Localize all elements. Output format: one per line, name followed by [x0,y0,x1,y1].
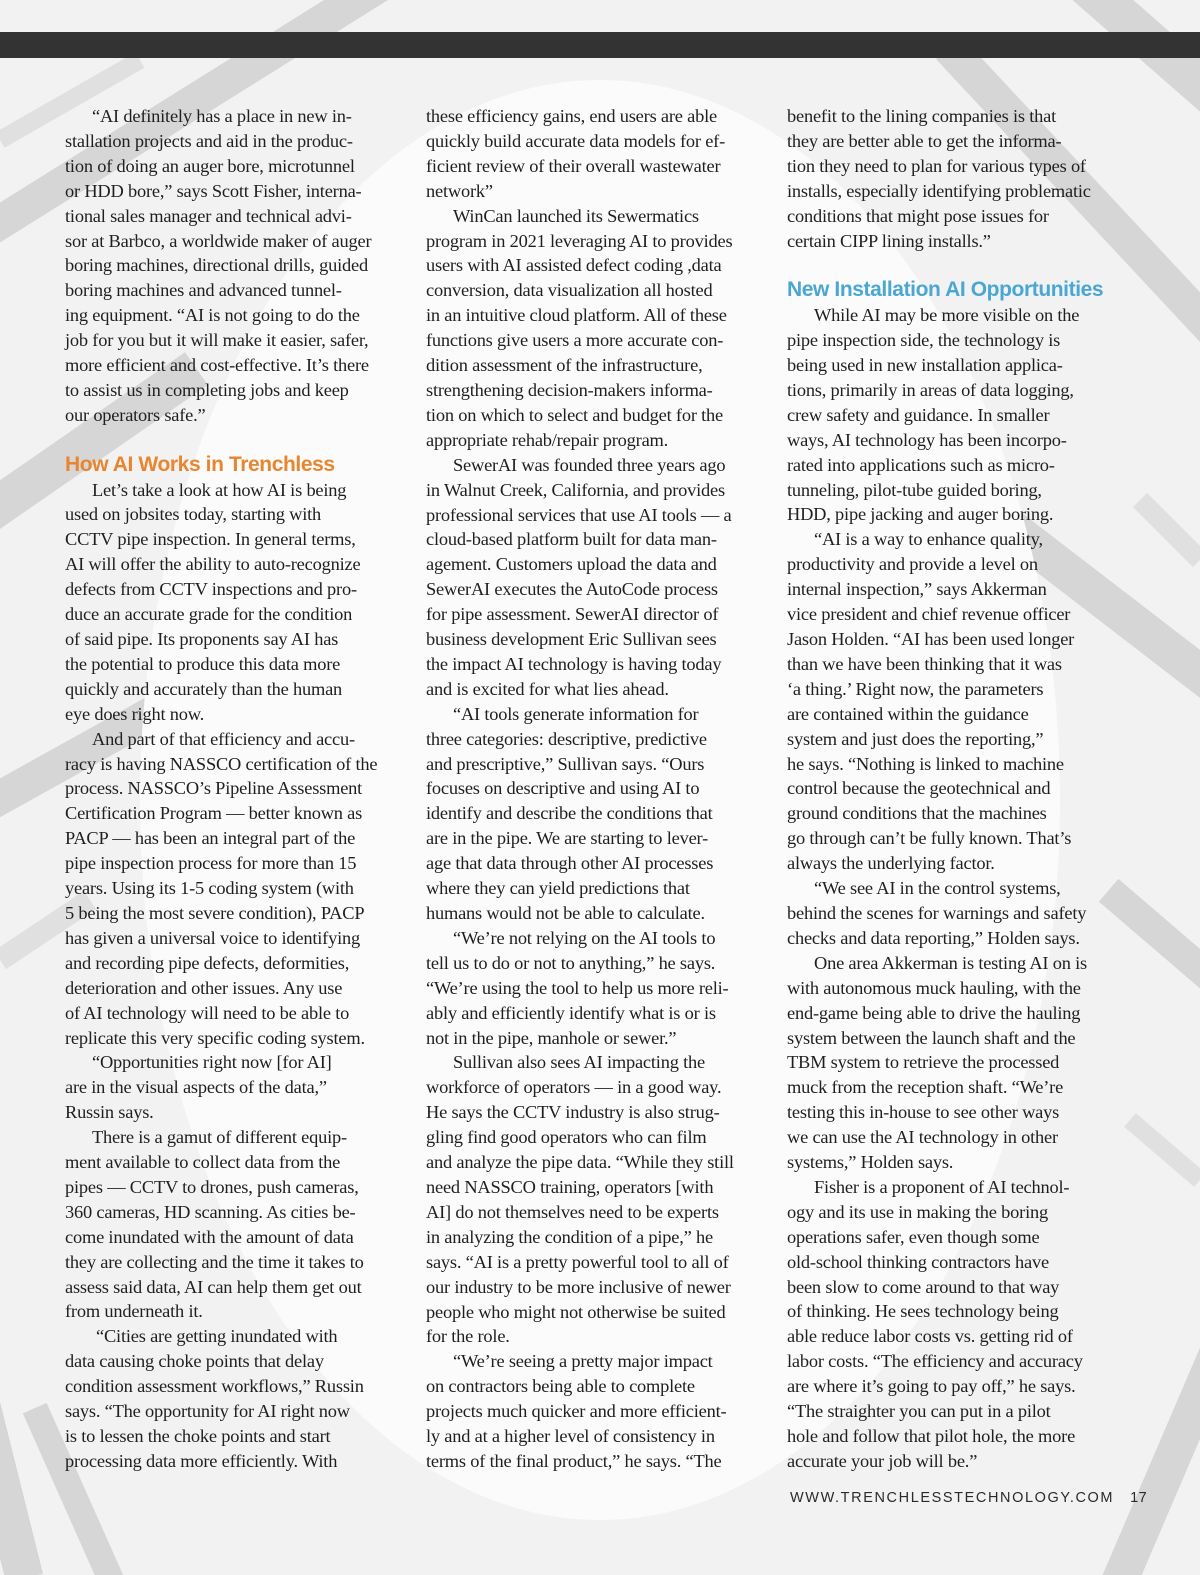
article-column-1 [65,104,405,1474]
text-line: able reduce labor costs vs. getting rid of [787,1326,1073,1347]
text-line: than we have been thinking that it was [787,653,1062,674]
text-line: testing this in-house to see other ways [787,1102,1060,1123]
text-line: internal inspection,” says Akkerman [787,579,1047,600]
text-line: on contractors being able to complete [426,1376,695,1397]
text-line: ‘a thing.’ Right now, the parameters [787,678,1044,699]
text-line: accurate your job will be.” [787,1450,978,1471]
text-line: rated into applications such as micro- [787,454,1055,475]
text-line: Sullivan also sees AI impacting the [453,1052,705,1073]
text-line: He says the CCTV industry is also strug- [426,1102,720,1123]
text-line: benefit to the lining companies is that [787,106,1057,126]
text-line: tional sales manager and technical advi- [65,205,352,226]
text-line: the impact AI technology is having today [426,653,722,674]
text-line: says. “AI is a pretty powerful tool to all of [426,1251,729,1272]
text-line: in analyzing the condition of a pipe,” he [426,1226,713,1247]
text-line: 5 being the most severe condition), PACP [65,902,365,923]
text-line: hole and follow that pilot hole, the more [787,1426,1076,1447]
text-line: Fisher is a proponent of AI technol- [814,1176,1070,1197]
section-heading-how-ai: How AI Works in Trenchless [65,452,335,476]
text-line: While AI may be more visible on the [814,305,1080,326]
text-line: people who might not otherwise be suited [426,1301,726,1322]
text-line: “We’re not relying on the AI tools to [453,927,716,948]
text-line: pipes — CCTV to drones, push cameras, [65,1176,359,1197]
text-line: boring machines and advanced tunnel- [65,280,342,301]
text-line: crew safety and guidance. In smaller [787,404,1050,425]
page-number: 17 [1130,1490,1148,1506]
text-line: “We see AI in the control systems, [814,878,1061,899]
text-line: SewerAI was founded three years ago [453,454,726,475]
text-line: muck from the reception shaft. “We’re [787,1077,1064,1098]
text-line: focuses on descriptive and using AI to [426,778,700,799]
text-line: gling find good operators who can film [426,1127,707,1148]
text-line: conversion, data visualization all hosted [426,280,713,301]
text-line: installs, especially identifying problematic [787,180,1091,201]
text-line: SewerAI executes the AutoCode process [426,579,718,600]
text-line: tell us to do or not to anything,” he says. [426,952,716,973]
text-line: ways, AI technology has been incorpo- [787,429,1067,450]
text-line: always the underlying factor. [787,853,995,874]
text-line: strengthening decision-makers informa- [426,379,713,400]
text-line: pipe inspection side, the technology is [787,330,1061,351]
text-line: “AI definitely has a place in new in- [92,106,352,126]
text-line: and prescriptive,” Sullivan says. “Ours [426,753,705,774]
text-line: tion on which to select and budget for the [426,404,724,425]
text-line: racy is having NASSCO certification of the [65,753,378,774]
text-line: Certification Program — better known as [65,803,363,824]
text-line: ground conditions that the machines [787,803,1047,824]
text-line: been slow to come around to that way [787,1276,1060,1297]
text-line: are where it’s going to pay off,” he says. [787,1376,1076,1397]
section-heading-new-installation: New Installation AI Opportunities [787,278,1104,302]
text-line: has given a universal voice to identifying [65,927,360,948]
text-line: condition assessment workflows,” Russin [65,1376,364,1397]
text-line: three categories: descriptive, predictive [426,728,707,749]
text-line: tunneling, pilot-tube guided boring, [787,479,1042,500]
text-line: ment available to collect data from the [65,1152,341,1173]
text-line: tion they need to plan for various types of [787,155,1086,176]
text-line: tion of doing an auger bore, microtunnel [65,155,355,176]
text-line: ficient review of their overall wastewater [426,155,721,176]
text-line: not in the pipe, manhole or sewer.” [426,1027,677,1048]
text-line: are in the visual aspects of the data,” [65,1077,327,1098]
text-line: for the role. [426,1326,510,1347]
text-line: pipe inspection process for more than 15 [65,853,357,874]
text-line: AI will offer the ability to auto-recognize [65,554,361,575]
text-line: cloud-based platform built for data man- [426,529,717,550]
text-line: AI] do not themselves need to be experts [426,1201,719,1222]
text-line: WinCan launched its Sewermatics [453,205,699,226]
text-line: in an intuitive cloud platform. All of these [426,305,727,326]
page-footer [790,1490,1147,1506]
text-line: deterioration and other issues. Any use [65,977,343,998]
text-line: need NASSCO training, operators [with [426,1176,714,1197]
text-line: ogy and its use in making the boring [787,1201,1048,1222]
text-line: One area Akkerman is testing AI on is [814,952,1087,973]
text-line: labor costs. “The efficiency and accuracy [787,1351,1083,1372]
text-line: old-school thinking contractors have [787,1251,1049,1272]
text-line: our operators safe.” [65,404,206,425]
text-line: job for you but it will make it easier, safer, [65,330,369,351]
text-line: quickly and accurately than the human [65,678,343,699]
text-line: “We’re seeing a pretty major impact [453,1351,713,1372]
text-line: quickly build accurate data models for ef- [426,130,726,151]
text-line: replicate this very specific coding system. [65,1027,365,1048]
text-line: Jason Holden. “AI has been used longer [787,629,1075,650]
text-line: duce an accurate grade for the condition [65,604,353,625]
text-line: ably and efficiently identify what is or is [426,1002,716,1023]
text-line: he says. “Nothing is linked to machine [787,753,1064,774]
text-line: with autonomous muck hauling, with the [787,977,1081,998]
text-line: “AI is a way to enhance quality, [814,529,1043,550]
text-line: dition assessment of the infrastructure, [426,355,703,376]
text-line: tions, primarily in areas of data logging, [787,379,1074,400]
text-line: eye does right now. [65,703,205,724]
text-line: ing equipment. “AI is not going to do the [65,305,360,326]
text-line: age that data through other AI processes [426,853,714,874]
text-line: appropriate rehab/repair program. [426,429,669,450]
text-line: network” [426,180,493,201]
text-line: TBM system to retrieve the processed [787,1052,1060,1073]
text-line: vice president and chief revenue officer [787,604,1071,625]
text-line: ly and at a higher level of consistency in [426,1426,715,1447]
text-line: where they can yield predictions that [426,878,690,899]
text-line: end-game being able to drive the hauling [787,1002,1081,1023]
text-line: and analyze the pipe data. “While they still [426,1152,734,1173]
text-line: data causing choke points that delay [65,1351,324,1372]
text-line: “We’re using the tool to help us more reli- [426,977,729,998]
text-line: of said pipe. Its proponents say AI has [65,629,339,650]
text-line: agement. Customers upload the data and [426,554,717,575]
text-line: stallation projects and aid in the produc- [65,130,353,151]
text-line: years. Using its 1-5 coding system (with [65,878,354,899]
text-line: “Opportunities right now [for AI] [92,1052,332,1073]
text-line: users with AI assisted defect coding ,data [426,255,722,276]
text-line: assess said data, AI can help them get out [65,1276,362,1297]
text-line: “The straighter you can put in a pilot [787,1401,1051,1422]
text-line: we can use the AI technology in other [787,1127,1058,1148]
text-line: identify and describe the conditions that [426,803,713,824]
text-line: program in 2021 leveraging AI to provides [426,230,733,251]
article-column-2 [426,104,766,1474]
text-line: “Cities are getting inundated with [96,1326,338,1347]
text-line: and recording pipe defects, deformities, [65,952,350,973]
text-line: operations safer, even though some [787,1226,1040,1247]
text-line: professional services that use AI tools — a [426,504,732,525]
text-line: in Walnut Creek, California, and provides [426,479,725,500]
text-line: control because the geotechnical and [787,778,1051,799]
text-line: business development Eric Sullivan sees [426,629,717,650]
text-line: from underneath it. [65,1301,203,1322]
text-line: projects much quicker and more efficient- [426,1401,727,1422]
text-line: is to lessen the choke points and start [65,1426,331,1447]
text-line: CCTV pipe inspection. In general terms, [65,529,356,550]
text-line: 360 cameras, HD scanning. As cities be- [65,1201,356,1222]
text-line: are contained within the guidance [787,703,1029,724]
text-line: humans would not be able to calculate. [426,903,705,923]
text-line: system between the launch shaft and the [787,1027,1076,1048]
text-line: or HDD bore,” says Scott Fisher, interna- [65,180,362,201]
text-line: they are better able to get the informa- [787,130,1062,151]
text-line: PACP — has been an integral part of the [65,828,356,849]
text-line: defects from CCTV inspections and pro- [65,579,357,600]
text-line: go through can’t be fully known. That’s [787,828,1072,849]
text-line: conditions that might pose issues for [787,205,1049,226]
text-line: productivity and provide a level on [787,554,1038,575]
article-column-3 [787,104,1127,1474]
text-line: Russin says. [65,1102,154,1123]
text-line: more efficient and cost-effective. It’s there [65,355,369,376]
text-line: of thinking. He sees technology being [787,1301,1059,1322]
website-url: WWW.TRENCHLESSTECHNOLOGY.COM [790,1490,1115,1506]
text-line: for pipe assessment. SewerAI director of [426,604,719,625]
top-header-bar [0,32,1200,58]
text-line: they are collecting and the time it takes to [65,1251,364,1272]
text-line: certain CIPP lining installs.” [787,230,991,251]
text-line: to assist us in completing jobs and keep [65,379,349,400]
text-line: process. NASSCO’s Pipeline Assessment [65,778,363,799]
text-line: Let’s take a look at how AI is being [92,479,347,500]
text-line: says. “The opportunity for AI right now [65,1401,350,1422]
text-line: sor at Barbco, a worldwide maker of auger [65,230,372,251]
text-line: functions give users a more accurate con- [426,330,724,351]
text-line: used on jobsites today, starting with [65,504,322,525]
text-line: behind the scenes for warnings and safety [787,902,1087,923]
text-line: workforce of operators — in a good way. [426,1077,722,1098]
text-line: HDD, pipe jacking and auger boring. [787,504,1054,525]
text-line: and is excited for what lies ahead. [426,678,669,699]
text-line: checks and data reporting,” Holden says. [787,927,1080,948]
text-line: our industry to be more inclusive of newer [426,1276,731,1297]
text-line: systems,” Holden says. [787,1152,954,1173]
text-line: the potential to produce this data more [65,653,341,674]
text-line: come inundated with the amount of data [65,1226,354,1247]
text-line: And part of that efficiency and accu- [92,728,355,749]
text-line: boring machines, directional drills, guided [65,255,368,276]
text-line: There is a gamut of different equip- [92,1127,347,1148]
text-line: “AI tools generate information for [453,703,699,724]
text-line: these efficiency gains, end users are able [426,106,717,126]
text-line: are in the pipe. We are starting to lever- [426,828,709,849]
text-line: terms of the final product,” he says. “The [426,1450,722,1471]
text-line: processing data more efficiently. With [65,1450,338,1471]
text-line: being used in new installation applica- [787,355,1063,376]
text-line: of AI technology will need to be able to [65,1002,350,1023]
text-line: system and just does the reporting,” [787,728,1044,749]
